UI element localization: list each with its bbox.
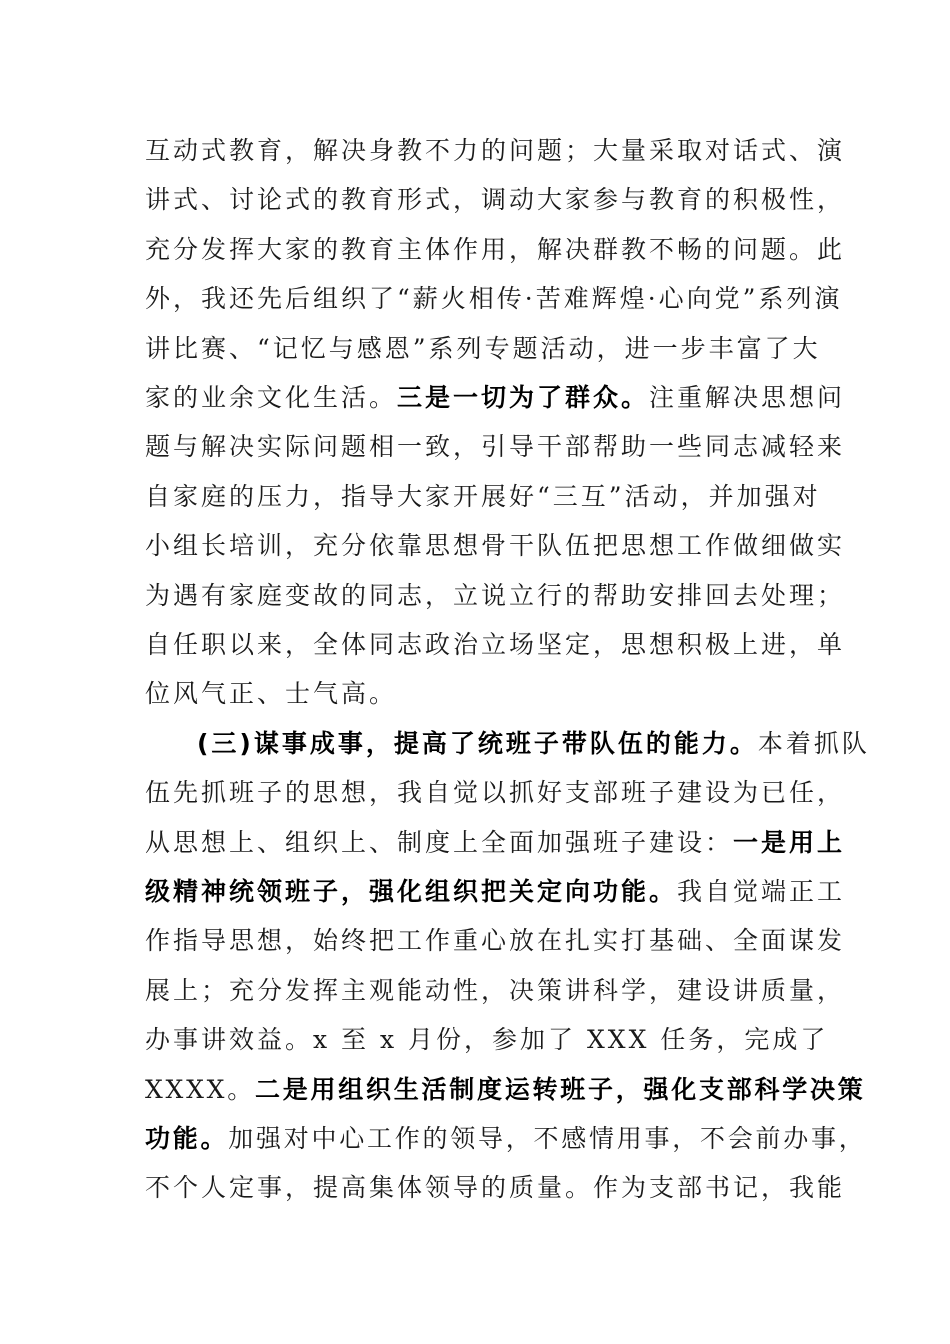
bold-text: 级精神统领班子，强化组织把关定向功能。: [145, 877, 678, 906]
text-line: [145, 180, 845, 220]
body-text: 外，我还先后组织了“薪火相传·苦难辉煌·心向党”系列演: [145, 284, 843, 314]
body-text: 讲式、讨论式的教育形式，调动大家参与教育的积极性，: [145, 185, 846, 215]
text-line: [145, 625, 845, 665]
text-line: [145, 971, 845, 1011]
body-text: 自家庭的压力，指导大家开展好“三互”活动，并加强对: [145, 481, 821, 511]
body-text: XXXX。: [145, 1074, 255, 1104]
body-text: 伍先抓班子的思想，我自觉以抓好支部班子建设为已任，: [145, 778, 846, 808]
text-line: [145, 131, 845, 171]
bold-text: 一是用上: [733, 827, 846, 857]
text-line: [145, 921, 845, 961]
body-text: 题与解决实际问题相一致，引导干部帮助一些同志减轻来: [145, 432, 846, 462]
text-line: [145, 378, 845, 418]
body-text: 不个人定事，提高集体领导的质量。作为支部书记，我能: [145, 1173, 846, 1203]
body-text: 充分发挥大家的教育主体作用，解决群教不畅的问题。此: [145, 234, 846, 264]
text-line: [145, 1070, 865, 1110]
body-text: 小组长培训，充分依靠思想骨干队伍把思想工作做细做实: [145, 531, 846, 561]
bold-text: 三是一切为了群众。: [397, 383, 650, 412]
text-line: [145, 1119, 867, 1159]
text-line: [145, 279, 842, 319]
text-line: [145, 477, 821, 517]
body-text: 注重解决思想问: [649, 383, 846, 412]
body-text: 讲比赛、“记忆与感恩”系列专题活动，进一步丰富了大: [145, 333, 821, 363]
text-line: [145, 427, 845, 467]
body-text: 我自觉端正工: [677, 877, 846, 906]
text-line: [145, 674, 397, 714]
body-text: 加强对中心工作的领导，不感情用事，不会前办事，: [228, 1124, 867, 1153]
body-text: 自任职以来，全体同志政治立场坚定，思想积极上进，单: [145, 630, 846, 659]
body-text: 办事讲效益。x 至 x 月份，参加了 XXX 任务，完成了: [145, 1025, 829, 1055]
body-text: 位风气正、士气高。: [145, 679, 398, 709]
bold-text: 二是用组织生活制度运转班子，强化支部科学决策: [254, 1074, 866, 1104]
text-line: [145, 329, 821, 369]
body-text: 从思想上、组织上、制度上全面加强班子建设：: [145, 827, 734, 857]
body-text: 作指导思想，始终把工作重心放在扎实打基础、全面谋发: [145, 926, 846, 956]
text-line: [145, 823, 845, 863]
body-text: 展上；充分发挥主观能动性，决策讲科学，建设讲质量，: [145, 975, 846, 1005]
body-text: 家的业余文化生活。: [145, 383, 398, 412]
bold-text: (三)谋事成事，提高了统班子带队伍的能力。: [197, 728, 758, 758]
body-text: 互动式教育，解决身教不力的问题；大量采取对话式、演: [145, 136, 846, 165]
text-line: [145, 576, 845, 616]
text-line: [197, 724, 870, 764]
text-line: [145, 526, 845, 566]
text-line: [145, 230, 845, 270]
text-line: [145, 1168, 845, 1208]
bold-text: 功能。: [145, 1124, 229, 1153]
body-text: 本着抓队: [757, 728, 870, 758]
body-text: 为遇有家庭变故的同志，立说立行的帮助安排回去处理；: [145, 580, 846, 610]
text-line: [145, 773, 845, 813]
text-line: [145, 1020, 828, 1060]
text-line: [145, 872, 845, 912]
